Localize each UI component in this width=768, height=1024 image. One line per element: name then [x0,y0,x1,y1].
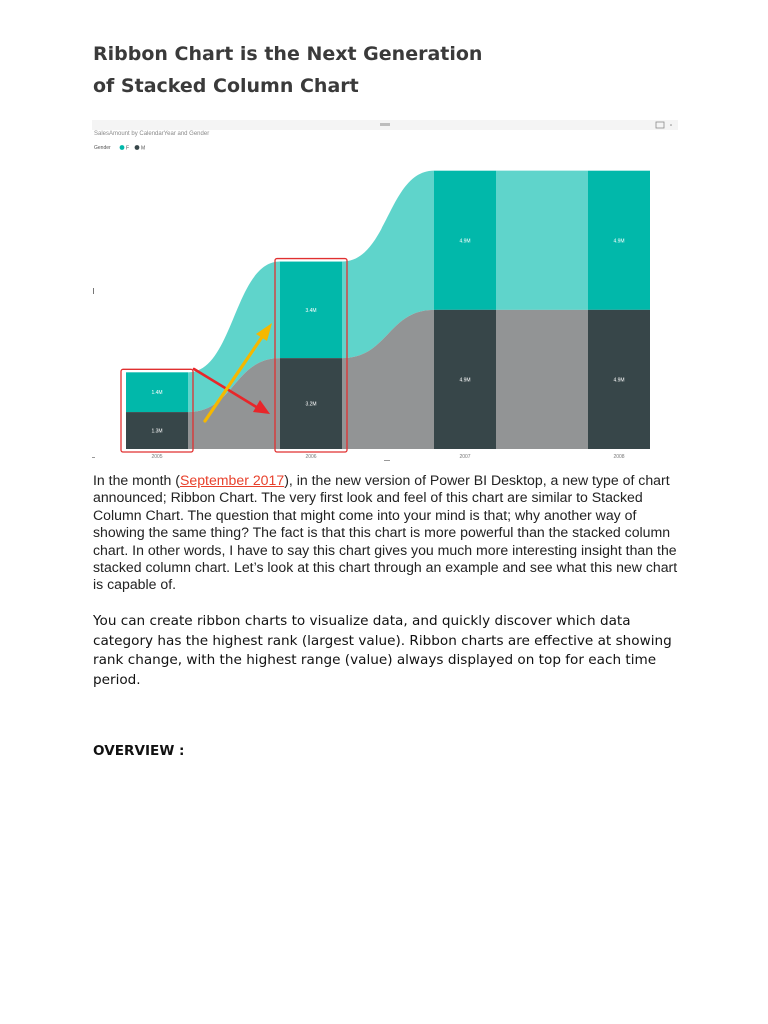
intro-text-start: In the month ( [93,472,180,488]
ribbon-chart [92,120,678,464]
data-label-m-2007: 4.9M [459,377,471,384]
ribbon-chart-figure [92,120,678,464]
more-options-icon [670,124,672,126]
chart-title: SalesAmount by CalendarYear and Gender [94,131,210,137]
legend-marker-f [120,145,125,150]
data-label-f-2008: 4.9M [613,238,625,245]
scroll-indicator [384,460,390,461]
intro-paragraph [93,472,683,594]
y-axis-tick [93,288,94,294]
intro-text-rest: ), in the new version of Power BI Desktop, a new type of chart announced; Ribbon Chart. The very first look and feel of this chart are similar to Stacked Column Chart. The question that might come into your mind is that; why another way of showing the same thing? The fact is that this chart is more powerful than the stacked column chart. In other words, I have to say this chart gives you much more interesting insight than the stacked column chart. Let’s look at this chart through an example and see what this new chart is capable of. [93,472,678,593]
legend-label-m: M [141,145,146,152]
ribbon-f-2007-2008 [496,171,588,310]
title-line-1: Ribbon Chart is the Next Generation [93,43,483,65]
data-label-f-2007: 4.9M [459,238,471,245]
x-tick-label-2007: 2007 [459,454,471,460]
drag-handle-icon [380,123,390,126]
page-title [93,38,713,102]
data-label-m-2005: 1.3M [151,428,163,435]
september-2017-link[interactable]: September 2017 [179,472,285,488]
data-label-f-2005: 1.4M [151,390,163,397]
title-line-2: of Stacked Column Chart [93,75,359,97]
x-tick-label-2008: 2008 [613,454,625,460]
x-tick-label-2006: 2006 [305,454,317,460]
data-label-m-2006: 3.2M [305,401,317,408]
ribbon-description-paragraph: You can create ribbon charts to visualize data, and quickly discover which data category has the highest rank (largest value). Ribbon charts are effective at showing rank change, with the highest range (value) always displayed on top for each time period. [93,613,672,688]
data-label-m-2008: 4.9M [613,377,625,384]
data-label-f-2006: 3.4M [305,307,317,314]
overview-heading: OVERVIEW : [93,743,185,759]
axis-corner-mark [92,457,95,458]
legend-title: Gender [94,145,111,151]
legend-label-f: F [126,145,130,152]
legend-marker-m [135,145,140,150]
ribbon-m-2007-2008 [496,310,588,449]
x-tick-label-2005: 2005 [151,454,163,460]
